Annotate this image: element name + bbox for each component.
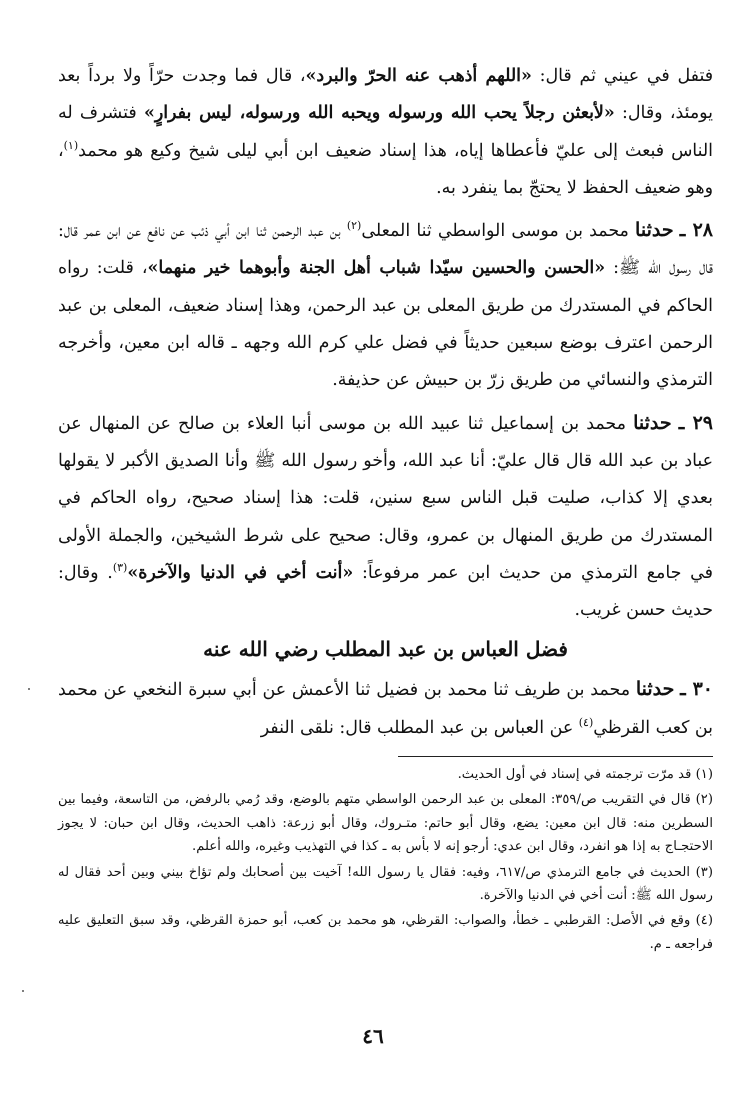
section-title: فضل العباس بن عبد المطلب رضي الله عنه	[203, 637, 568, 662]
hadith-number: ٣٠ ـ	[680, 678, 714, 701]
hadith-matn: «اللهم أذهب عنه الحرّ والبرد»	[305, 66, 532, 86]
hadith-matn: «لأبعثن رجلاً يحب الله ورسوله ويحبه الله ورسوله، ليس بفرارٍ»	[143, 103, 615, 124]
footnote-ref: (٢)	[346, 219, 362, 233]
text-span: محمد بن موسى الواسطي ثنا المعلى	[361, 221, 636, 242]
text-span: عن العباس بن عبد المطلب قال: نلقى النفر	[260, 717, 579, 738]
hadith-29	[58, 405, 713, 630]
hadith-30	[58, 671, 713, 747]
hadith-28	[58, 212, 713, 399]
footnote-1: (١) قد مرّت ترجمته في إسناد في أول الحديث.	[457, 767, 713, 782]
text-span: ، قلت: رواه الحاكم في المستدرك من طريق المعلى بن عبد الرحمن، وهذا إسناد ضعيف، المعلى بن عبد الرحمن اعترف بوضع سبعين حديثاً في فضل علي كرم الله وجهه ـ قاله ابن معين، وأخرجه الترمذي والنسائي من طريق زرّ بن حبيش عن حذيفة.	[58, 258, 713, 391]
footnote-ref: (١)	[63, 138, 79, 152]
main-text	[58, 58, 713, 747]
hadith-matn: «الحسن والحسين سيّدا شباب أهل الجنة وأبوهما خير منهما»	[147, 258, 606, 279]
footnote-4: (٤) وقع في الأصل: القرطبي ـ خطأ، والصواب: القرظي، هو محمد بن كعب، أبو حمزة القرظي، وقد سبق التعليق عليه فراجعه ـ م.	[58, 913, 713, 952]
text-span: محمد بن إسماعيل ثنا عبيد الله بن موسى أنبا العلاء بن صالح عن المنهال عن عباد بن عبد الله قال قال عليّ: أنا عبد الله، وأخو رسول الله ﷺ وأنا الصديق الأكبر لا يقولها بعدي إلا كذاب، صليت قبل الناس سبع سنين، قلت: هذا إسناد صحيح، رواه الحاكم في المستدرك من طريق المنهال بن عمرو، وقال: صحيح على شرط الشيخين، والجملة الأولى في جامع الترمذي من حديث ابن عمر مرفوعاً:	[58, 413, 713, 583]
paragraph-continuation	[58, 58, 713, 207]
text-span: محمد بن طريف ثنا محمد بن فضيل ثنا الأعمش عن أبي سبرة النخعي عن محمد بن كعب القرظي	[58, 680, 713, 738]
footnote-2: (٢) قال في التقريب ص/٣٥٩: المعلى بن عبد الرحمن الواسطي متهم بالوضع، وقد رُمي بالرفض، من التاسعة، وفيما بين السطرين منه: قال ابن معين: يضع، وقال أبو حاتم: متـروك، وقال أبو زرعة: ذاهب الحديث، وقال ابن حبان: لا يجوز الاحتجـاج به إذا هو انفرد، وقال ابن عدي: أرجو إنه لا بأس به ـ كذا في التهذيب وغيره، والله أعلم.	[58, 792, 713, 855]
scan-speck	[22, 990, 24, 992]
hadith-number: ٢٩ ـ	[678, 411, 714, 434]
footnote-3: (٣) الحديث في جامع الترمذي ص/٦١٧، وفيه: فقال يا رسول الله! آخيت بين أصحابك ولم تؤاخ بيني وبين أحد فقال له رسول الله ﷺ: أنت أخي في الدنيا والآخرة.	[58, 864, 713, 904]
haddathana-word: حدثنا	[633, 411, 672, 434]
text-span: . وقال: حديث حسن غريب.	[58, 562, 713, 621]
text-span: ، قال فما وجدت حرّاً ولا برداً بعد يومئذ، وقال:	[58, 66, 713, 124]
haddathana-word: حدثنا	[635, 219, 674, 242]
text-span: بن عبد الرحمن ثنا ابن أبي ذئب عن نافع عن ابن عمر قال: قال رسول الله ﷺ:	[58, 221, 713, 279]
hadith-number: ٢٨ ـ	[679, 219, 714, 242]
footnote-ref: (٣)	[112, 561, 128, 575]
page-number: ٤٦	[362, 1024, 384, 1048]
text-span: ، وهو ضعيف الحفظ لا يحتجّ بما ينفرد به.	[58, 140, 713, 198]
text-span: فتفل في عيني ثم قال:	[531, 66, 714, 86]
text-span: فتشرف له الناس فبعث إلى عليّ فأعطاها إياه، هذا إسناد ضعيف ابن أبي ليلى شيخ وكيع هو محمد	[58, 103, 713, 161]
footnote-ref: (٤)	[578, 715, 594, 729]
footnotes	[58, 763, 713, 958]
haddathana-word: حدثنا	[635, 678, 675, 701]
hadith-matn: «أنت أخي في الدنيا والآخرة»	[127, 562, 354, 583]
footnote-divider	[398, 756, 713, 757]
scan-speck	[28, 688, 30, 690]
